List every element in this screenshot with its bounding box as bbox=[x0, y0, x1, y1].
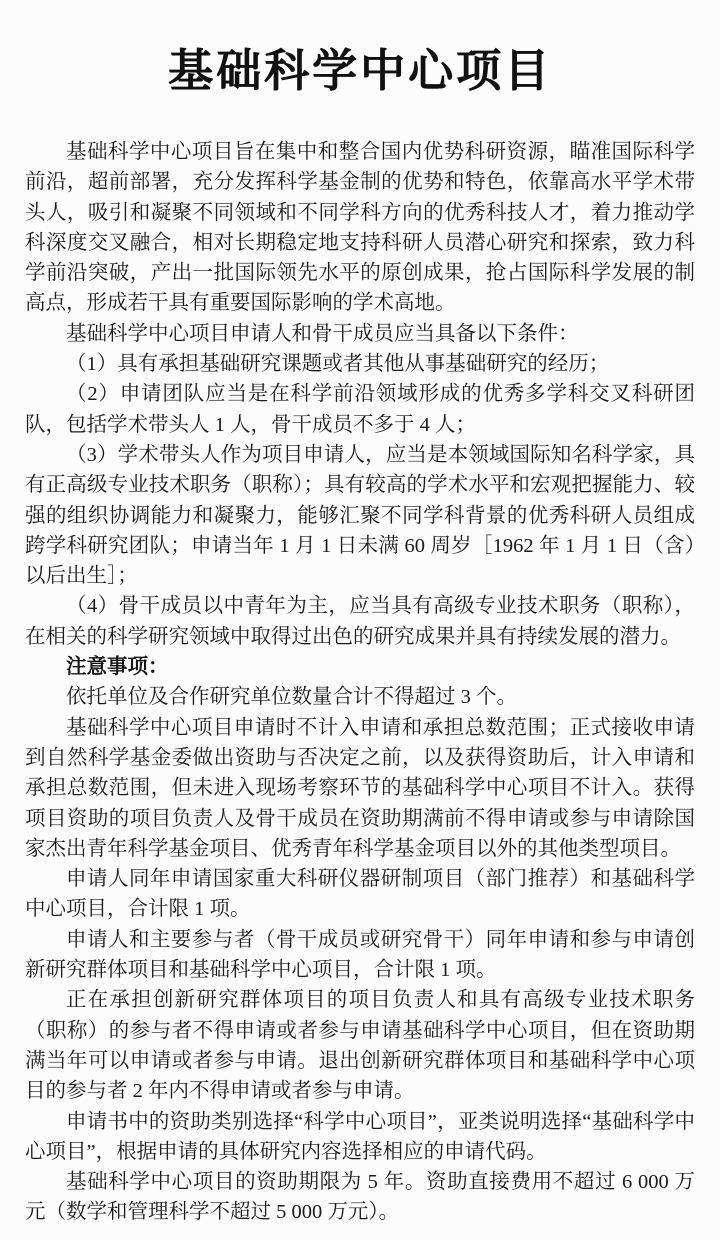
paragraph-funding: 基础科学中心项目的资助期限为 5 年。资助直接费用不超过 6 000 万元（数学和管理科学不超过 5 000 万元）。 bbox=[25, 1171, 695, 1224]
paragraph-intro: 基础科学中心项目旨在集中和整合国内优势科研资源，瞄准国际科学前沿，超前部署，充分发挥科学基金制的优势和特色，依靠高水平学术带头人，吸引和凝聚不同领域和不同学科方向的优秀科技人才，着力推动学科深度交叉融合，相对长期稳定地支持科研人员潜心研究和探索，致力科学前沿突破，产出一批国际领先水平的原创成果，抢占国际科学发展的制高点，形成若干具有重要国际影响的学术高地。 bbox=[25, 141, 695, 315]
paragraph-note-5: 正在承担创新研究群体项目的项目负责人和具有高级专业技术职务（职称）的参与者不得申请或者参与申请基础科学中心项目，但在资助期满当年可以申请或者参与申请。退出创新研究群体项目和基础科学中心项目的参与者 2 年内不得申请或者参与申请。 bbox=[25, 989, 695, 1103]
paragraph-note-6: 申请书中的资助类别选择“科学中心项目”，亚类说明选择“基础科学中心项目”，根据申请的具体研究内容选择相应的申请代码。 bbox=[25, 1110, 695, 1163]
page-title: 基础科学中心项目 bbox=[167, 46, 552, 96]
paragraph-condition-4: （4）骨干成员以中青年为主，应当具有高级专业技术职务（职称），在相关的科学研究领域中取得过出色的研究成果并具有持续发展的潜力。 bbox=[25, 595, 695, 648]
paragraph-condition-1: （1）具有承担基础研究课题或者其他从事基础研究的经历； bbox=[66, 353, 610, 376]
paragraph-condition-2: （2）申请团队应当是在科学前沿领域形成的优秀多学科交叉科研团队，包括学术带头人 1 人，骨干成员不多于 4 人； bbox=[25, 383, 695, 436]
paragraph-note-3: 申请人同年申请国家重大科研仪器研制项目（部门推荐）和基础科学中心项目，合计限 1 项。 bbox=[25, 868, 695, 921]
paragraph-note-1: 依托单位及合作研究单位数量合计不得超过 3 个。 bbox=[66, 686, 517, 709]
paragraph-condition-3: （3）学术带头人作为项目申请人，应当是本领域国际知名科学家，具有正高级专业技术职务（职称）；具有较高的学术水平和宏观把握能力、较强的组织协调能力和凝聚力，能够汇聚不同学科背景的优秀科研人员组成跨学科研究团队；申请当年 1 月 1 日未满 60 周岁［1962 年 1 月 1 日（含）以后出生］； bbox=[25, 443, 695, 588]
paragraph-note-4: 申请人和主要参与者（骨干成员或研究骨干）同年申请和参与申请创新研究群体项目和基础科学中心项目，合计限 1 项。 bbox=[25, 928, 695, 982]
paragraph-note-2: 基础科学中心项目申请时不计入申请和承担总数范围；正式接收申请到自然科学基金委做出资助与否决定之前，以及获得资助后，计入申请和承担总数范围，但未进入现场考察环节的基础科学中心项目不计入。获得项目资助的项目负责人及骨干成员在资助期满前不得申请或参与申请除国家杰出青年科学基金项目、优秀青年科学基金项目以外的其他类型项目。 bbox=[25, 716, 695, 860]
document-body bbox=[25, 137, 695, 1228]
paragraph-conditions: 基础科学中心项目申请人和骨干成员应当具备以下条件： bbox=[66, 322, 579, 345]
note-heading: 注意事项： bbox=[66, 656, 169, 679]
